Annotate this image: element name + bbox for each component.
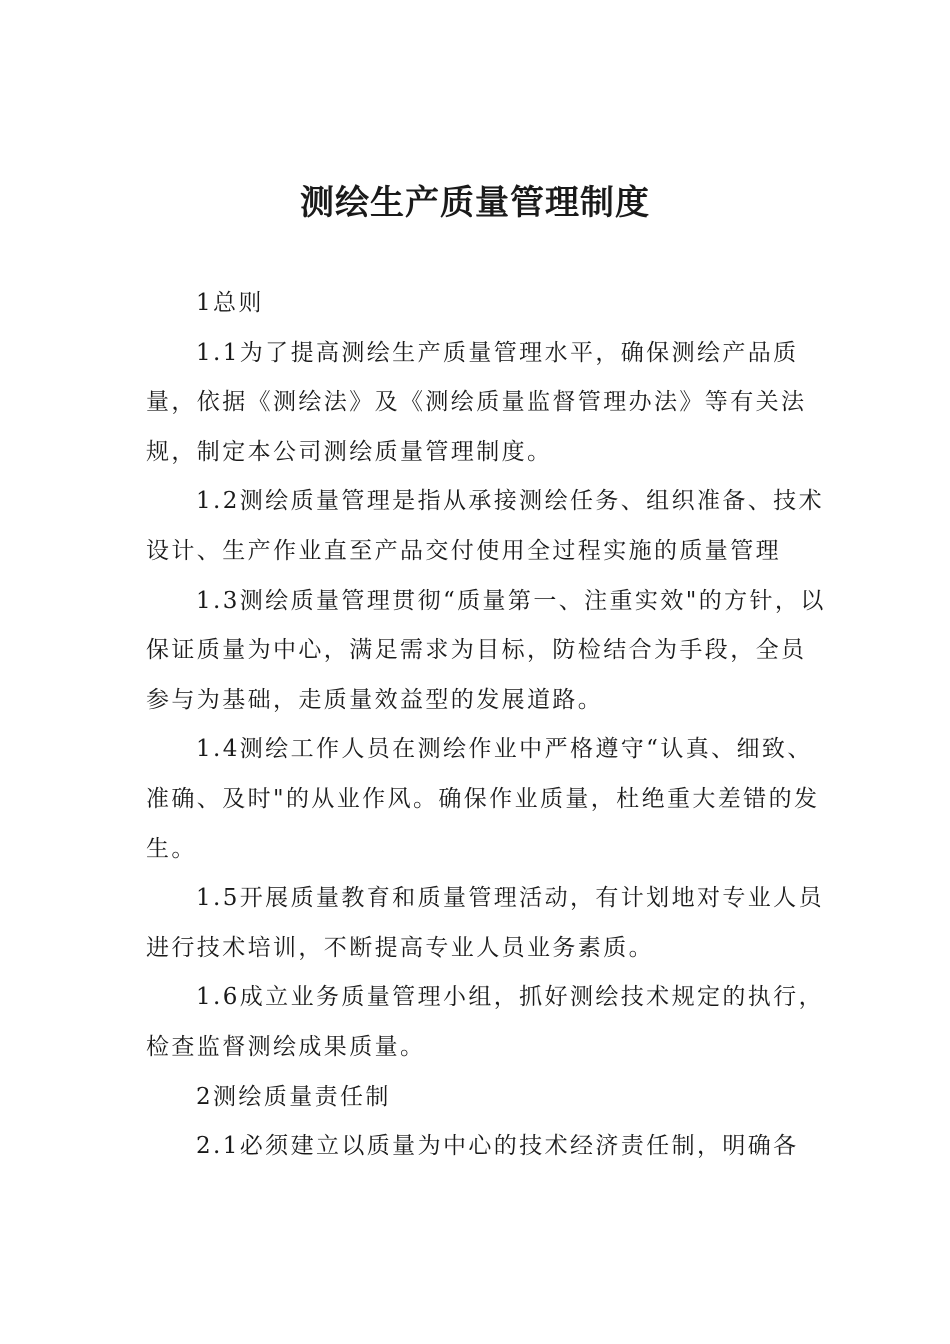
paragraph-1-4: 1.4测绘工作人员在测绘作业中严格遵守“认真、细致、准确、及时"的从业作风。确保作业质量，杜绝重大差错的发生。 xyxy=(146,736,820,862)
paragraph-1-5: 1.5开展质量教育和质量管理活动，有计划地对专业人员进行技术培训，不断提高专业人员业务素质。 xyxy=(146,885,824,961)
paragraph-1-3: 1.3测绘质量管理贯彻“质量第一、注重实效"的方针，以保证质量为中心，满足需求为目标，防检结合为手段，全员参与为基础，走质量效益型的发展道路。 xyxy=(146,587,826,713)
paragraph-1-2: 1.2测绘质量管理是指从承接测绘任务、组织准备、技术设计、生产作业直至产品交付使用全过程实施的质量管理 xyxy=(146,488,824,564)
section-heading-2: 2测绘质量责任制 xyxy=(196,1083,391,1110)
document-body xyxy=(146,279,826,1172)
section-heading-1: 1总则 xyxy=(196,290,264,316)
document-title: 测绘生产质量管理制度 xyxy=(300,183,650,223)
paragraph-1-1: 1.1为了提高测绘生产质量管理水平，确保测绘产品质量，依据《测绘法》及《测绘质量监督管理办法》等有关法规，制定本公司测绘质量管理制度。 xyxy=(146,339,807,465)
paragraph-1-6: 1.6成立业务质量管理小组，抓好测绘技术规定的执行，检查监督测绘成果质量。 xyxy=(146,984,824,1060)
paragraph-2-1: 2.1必须建立以质量为中心的技术经济责任制，明确各 xyxy=(196,1133,799,1160)
